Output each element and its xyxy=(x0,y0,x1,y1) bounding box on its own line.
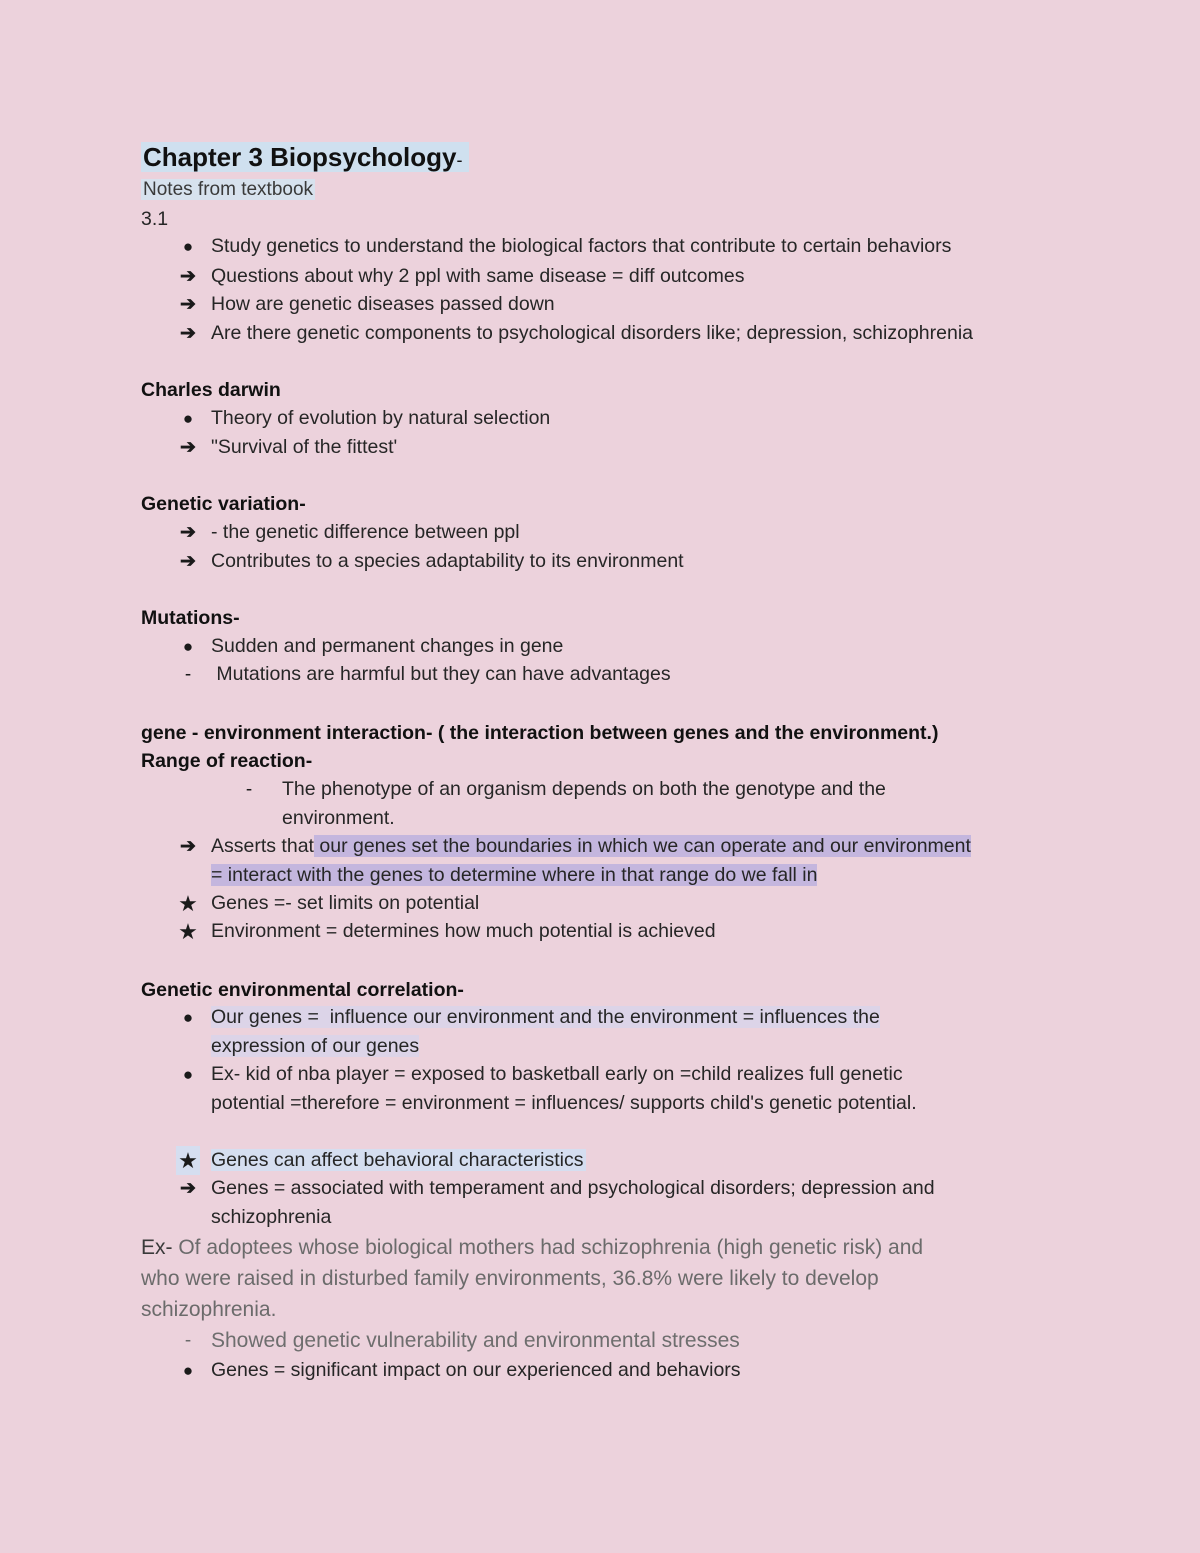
title-text: Chapter 3 Biopsychology xyxy=(143,142,457,172)
arrow-icon: ➔ xyxy=(180,323,196,344)
star-icon: ★ xyxy=(178,919,198,944)
list-item-text: Asserts that xyxy=(211,835,314,857)
subheading-range-of-reaction: Range of reaction- xyxy=(141,750,313,772)
highlighted-text: = interact with the genes to determine where in that range do we fall in xyxy=(211,864,818,886)
highlighted-text: expression of our genes xyxy=(211,1035,420,1057)
bullet-icon: ● xyxy=(182,637,194,656)
bullet-icon: ● xyxy=(182,409,194,428)
star-icon: ★ xyxy=(178,891,198,916)
dash-icon: - xyxy=(245,779,253,800)
section-number: 3.1 xyxy=(141,208,169,230)
arrow-icon: ➔ xyxy=(180,1178,196,1199)
list-item-text: potential =therefore = environment = influences/ supports child's genetic potential. xyxy=(211,1092,917,1114)
list-item-text: Sudden and permanent changes in gene xyxy=(211,635,564,657)
arrow-icon: ➔ xyxy=(180,836,196,857)
bullet-icon: ● xyxy=(182,1008,194,1027)
example-line: who were raised in disturbed family environments, 36.8% were likely to develop xyxy=(141,1267,879,1290)
example-line: schizophrenia. xyxy=(141,1298,277,1321)
list-item-text: "Survival of the fittest' xyxy=(211,436,398,458)
list-item-text: Environment = determines how much potential is achieved xyxy=(211,920,716,942)
arrow-icon: ➔ xyxy=(180,266,196,287)
section-heading-correlation: Genetic environmental correlation- xyxy=(141,979,464,1001)
list-item-text: environment. xyxy=(282,807,395,829)
subtitle xyxy=(141,177,315,203)
list-item-text: Ex- kid of nba player = exposed to basketball early on =child realizes full genetic xyxy=(211,1063,903,1085)
arrow-icon: ➔ xyxy=(180,522,196,543)
list-item-text: Theory of evolution by natural selection xyxy=(211,407,551,429)
list-item-text: schizophrenia xyxy=(211,1206,332,1228)
list-item-text: Genes = significant impact on our experienced and behaviors xyxy=(211,1359,741,1381)
example-text: Of adoptees whose biological mothers had schizophrenia (high genetic risk) and xyxy=(172,1236,924,1259)
example-label: Ex- xyxy=(141,1236,173,1259)
list-item-text: The phenotype of an organism depends on both the genotype and the xyxy=(282,778,886,800)
bullet-icon: ● xyxy=(182,1361,194,1380)
list-item-text: Mutations are harmful but they can have advantages xyxy=(211,663,671,685)
dash-icon: - xyxy=(184,664,192,685)
list-item-text: Questions about why 2 ppl with same disease = diff outcomes xyxy=(211,265,745,287)
list-item-text: - the genetic difference between ppl xyxy=(211,521,520,543)
page-title xyxy=(141,140,469,177)
example-line xyxy=(141,1232,923,1263)
list-item-text: Genes = associated with temperament and psychological disorders; depression and xyxy=(211,1177,935,1199)
star-icon: ★ xyxy=(176,1146,200,1175)
highlighted-text: Our genes = influence our environment and the environment = influences the xyxy=(211,1006,880,1028)
list-item-text: How are genetic diseases passed down xyxy=(211,293,555,315)
section-heading-darwin: Charles darwin xyxy=(141,379,281,401)
bullet-icon: ● xyxy=(182,1065,194,1084)
highlighted-text: our genes set the boundaries in which we can operate and our environment xyxy=(313,835,971,857)
arrow-icon: ➔ xyxy=(180,551,196,572)
list-item-text: Genes =- set limits on potential xyxy=(211,892,480,914)
section-heading-variation: Genetic variation- xyxy=(141,493,306,515)
list-item-text: Are there genetic components to psychological disorders like; depression, schizophrenia xyxy=(211,322,974,344)
arrow-icon: ➔ xyxy=(180,294,196,315)
list-item-text: Study genetics to understand the biological factors that contribute to certain behaviors xyxy=(211,235,952,257)
title-dash: - xyxy=(456,150,463,170)
dash-icon: - xyxy=(184,1330,192,1351)
list-item-text: Showed genetic vulnerability and environmental stresses xyxy=(211,1329,740,1352)
section-heading-mutations: Mutations- xyxy=(141,607,240,629)
list-item-text: Contributes to a species adaptability to its environment xyxy=(211,550,684,572)
arrow-icon: ➔ xyxy=(180,437,196,458)
bullet-icon: ● xyxy=(182,237,194,256)
section-heading-gene-environment: gene - environment interaction- ( the interaction between genes and the environment.) xyxy=(141,722,939,744)
highlighted-text: Genes can affect behavioral characteristics xyxy=(211,1149,584,1171)
subtitle-text: Notes from textbook xyxy=(143,179,314,200)
